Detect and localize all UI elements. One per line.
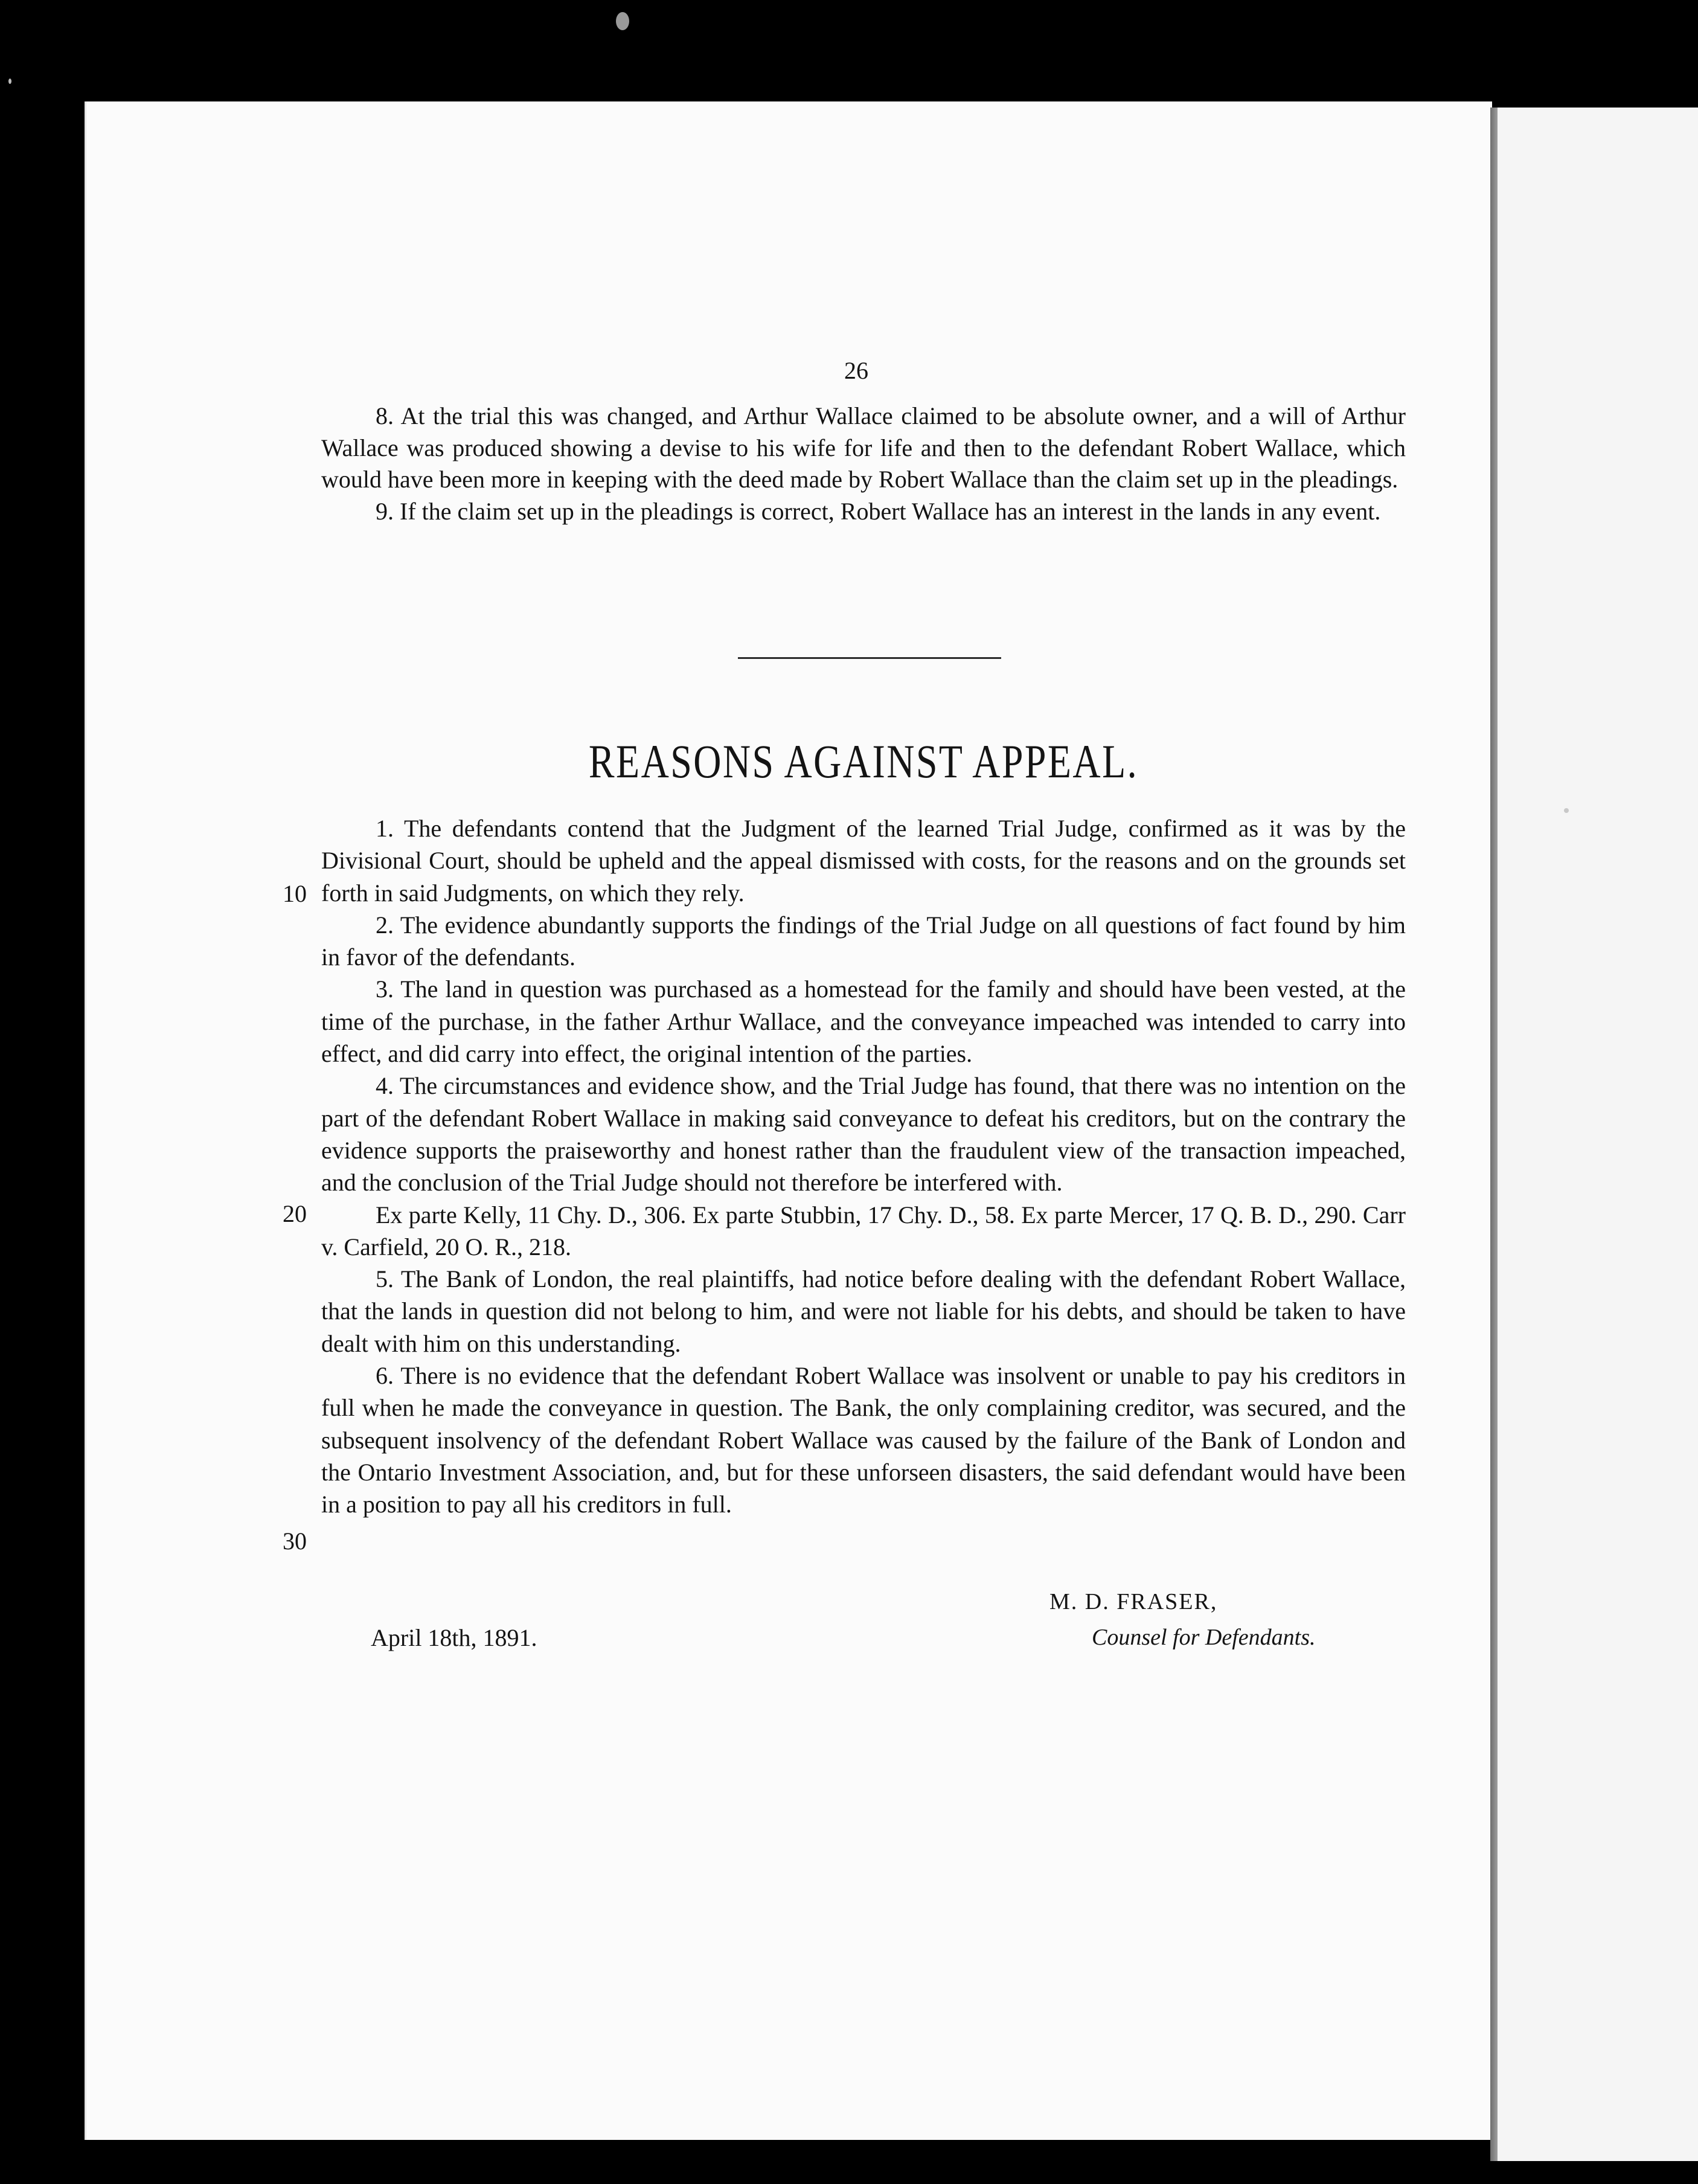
page-number: 26 — [844, 357, 868, 384]
case-citations: Ex parte Kelly, 11 Chy. D., 306. Ex parte Stubbin, 17 Chy. D., 58. Ex parte Mercer, 17 Q. B. D., 290. Carr v. Carfield, 20 O. R., 218. — [321, 1201, 1406, 1261]
scan-speck — [1564, 808, 1569, 813]
section-heading: REASONS AGAINST APPEAL. — [588, 735, 1139, 788]
section-divider — [738, 657, 1001, 659]
reasons-list — [321, 812, 1406, 1521]
scan-speck — [616, 12, 629, 30]
signer-name: M. D. FRASER, — [1049, 1589, 1218, 1614]
reason-5: 5. The Bank of London, the real plaintiffs, had notice before dealing with the defendant Robert Wallace, that the lands in question did not belong to him, and were not liable for his debts, and should be taken to have dealt with him on this understanding. — [321, 1265, 1406, 1357]
line-number-10: 10 — [283, 880, 307, 907]
scan-speck — [8, 79, 11, 84]
reason-4: 4. The circumstances and evidence show, and the Trial Judge has found, that there was no intention on the part of the defendant Robert Wallace in making said conveyance to defeat his creditors, but on the contrary the evidence supports the praiseworthy and honest rather than the fraudulent view of the transaction impeached, and the conclusion of the Trial Judge should not therefore be interfered with. — [321, 1072, 1406, 1196]
paragraph-8: 8. At the trial this was changed, and Arthur Wallace claimed to be absolute owner, and a will of Arthur Wallace was produced showing a devise to his wife for life and then to the defendant Robert Wallace, which would have been more in keeping with the deed made by Robert Wallace than the claim set up in the pleadings. — [321, 402, 1406, 493]
paragraph-9: 9. If the claim set up in the pleadings is correct, Robert Wallace has an interest in the lands in any event. — [376, 497, 1381, 525]
reason-3: 3. The land in question was purchased as a homestead for the family and should have been vested, at the time of the purchase, in the father Arthur Wallace, and the conveyance impeached was intended to carry into effect, and did carry into effect, the original intention of the parties. — [321, 975, 1406, 1068]
adjacent-page — [1498, 108, 1698, 2161]
reason-2: 2. The evidence abundantly supports the findings of the Trial Judge on all questions of fact found by him in favor of the defendants. — [321, 911, 1406, 971]
reason-1: 1. The defendants contend that the Judgment of the learned Trial Judge, confirmed as it was by the Divisional Court, should be upheld and the appeal dismissed with costs, for the reasons and on the grounds set forth in said Judgments, on which they rely. — [321, 815, 1406, 907]
signer-role: Counsel for Defendants. — [1092, 1625, 1316, 1650]
line-number-20: 20 — [283, 1200, 307, 1227]
continued-text — [321, 400, 1406, 527]
line-number-30: 30 — [283, 1527, 307, 1555]
reason-6: 6. There is no evidence that the defendant Robert Wallace was insolvent or unable to pay his creditors in full when he made the conveyance in question. The Bank, the only complaining creditor, was secured, and the subsequent insolvency of the defendant Robert Wallace was caused by the failure of the Bank of London and the Ontario Investment Association, and, but for these unforseen disasters, the said defendant would have been in a position to pay all his creditors in full. — [321, 1362, 1406, 1518]
document-date: April 18th, 1891. — [371, 1624, 537, 1651]
